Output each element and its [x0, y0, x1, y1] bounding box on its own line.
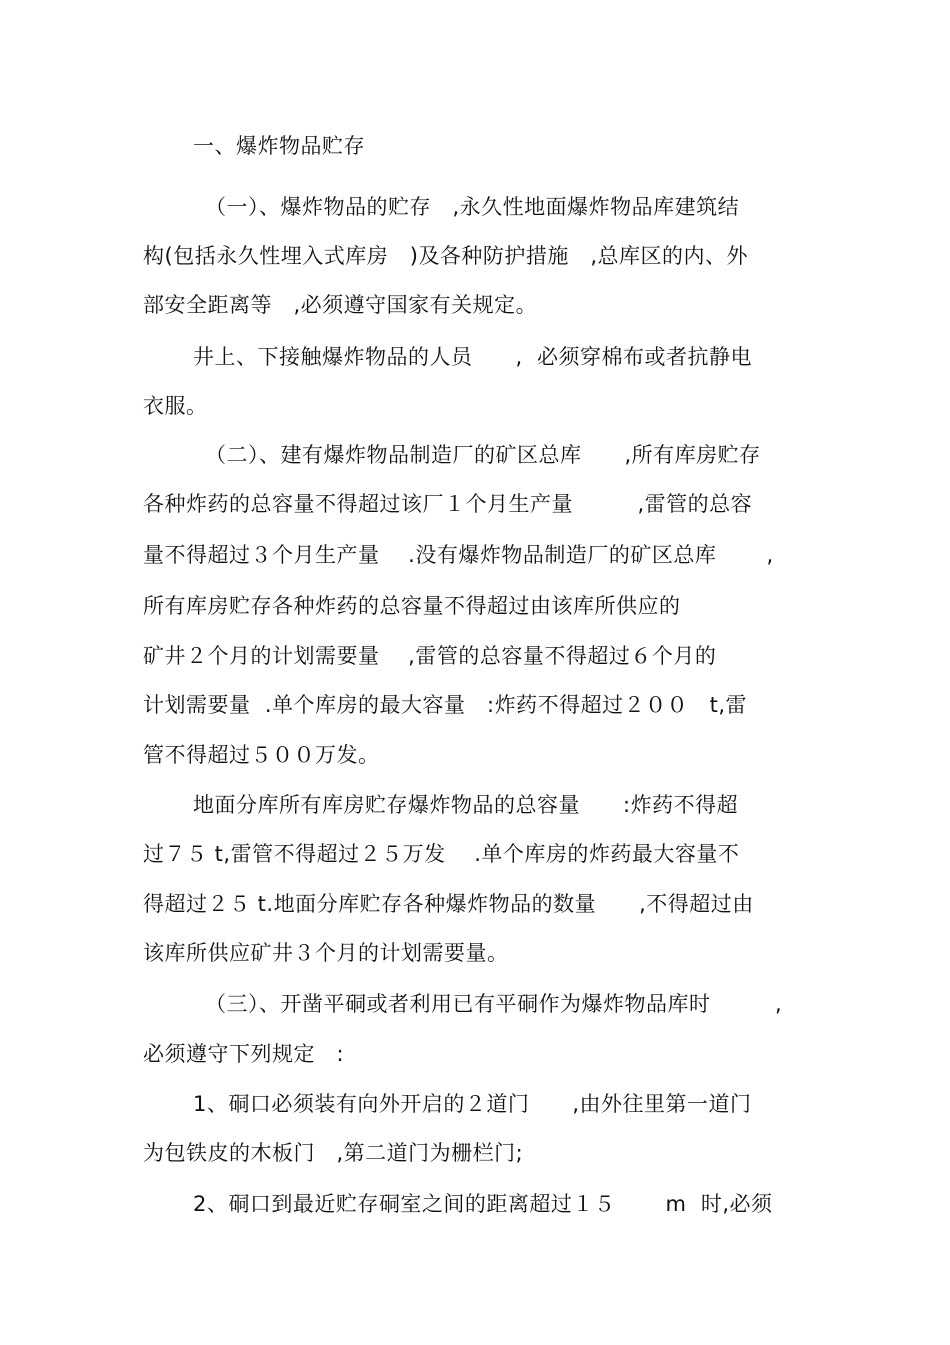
paragraph-line: （二）、建有爆炸物品制造厂的矿区总库 ,所有库房贮存 [205, 443, 761, 467]
paragraph-line: 过７５ t,雷管不得超过２５万发 .单个库房的炸药最大容量不 [143, 842, 740, 866]
paragraph-line: 构(包括永久性埋入式库房 )及各种防护措施 ,总库区的内、外 [143, 244, 749, 268]
paragraph-line: 衣服。 [143, 394, 208, 418]
paragraph-line: 管不得超过５００万发。 [143, 743, 380, 767]
paragraph-line: 井上、下接触爆炸物品的人员 , 必须穿棉布或者抗静电 [193, 345, 753, 369]
paragraph-line: 所有库房贮存各种炸药的总容量不得超过由该库所供应的 [143, 594, 681, 618]
paragraph-line: 该库所供应矿井３个月的计划需要量。 [143, 941, 509, 965]
paragraph-line: 1、硐口必须装有向外开启的２道门 ,由外往里第一道门 [193, 1092, 752, 1116]
paragraph-line: 必须遵守下列规定 : [143, 1042, 345, 1066]
paragraph-line: （三）、开凿平硐或者利用已有平硐作为爆炸物品库时 , [205, 992, 783, 1016]
paragraph-line: 为包铁皮的木板门 ,第二道门为栅栏门; [143, 1141, 524, 1165]
paragraph-line: 量不得超过３个月生产量 .没有爆炸物品制造厂的矿区总库 , [143, 543, 774, 567]
paragraph-line: 矿井２个月的计划需要量 ,雷管的总容量不得超过６个月的 [143, 644, 717, 668]
paragraph-line: 地面分库所有库房贮存爆炸物品的总容量 :炸药不得超 [193, 793, 739, 817]
paragraph-line: 2、硐口到最近贮存硐室之间的距离超过１５ m 时,必须 [193, 1192, 773, 1216]
paragraph-line: 计划需要量 .单个库房的最大容量 :炸药不得超过２００ t,雷 [143, 693, 748, 717]
paragraph-line: 各种炸药的总容量不得超过该厂１个月生产量 ,雷管的总容 [143, 492, 753, 516]
paragraph-line: （一）、爆炸物品的贮存 ,永久性地面爆炸物品库建筑结 [205, 195, 740, 219]
paragraph-line: 得超过２５ t.地面分库贮存各种爆炸物品的数量 ,不得超过由 [143, 892, 754, 916]
paragraph-line: 部安全距离等 ,必须遵守国家有关规定。 [143, 293, 538, 317]
section-heading: 一、爆炸物品贮存 [193, 134, 365, 158]
